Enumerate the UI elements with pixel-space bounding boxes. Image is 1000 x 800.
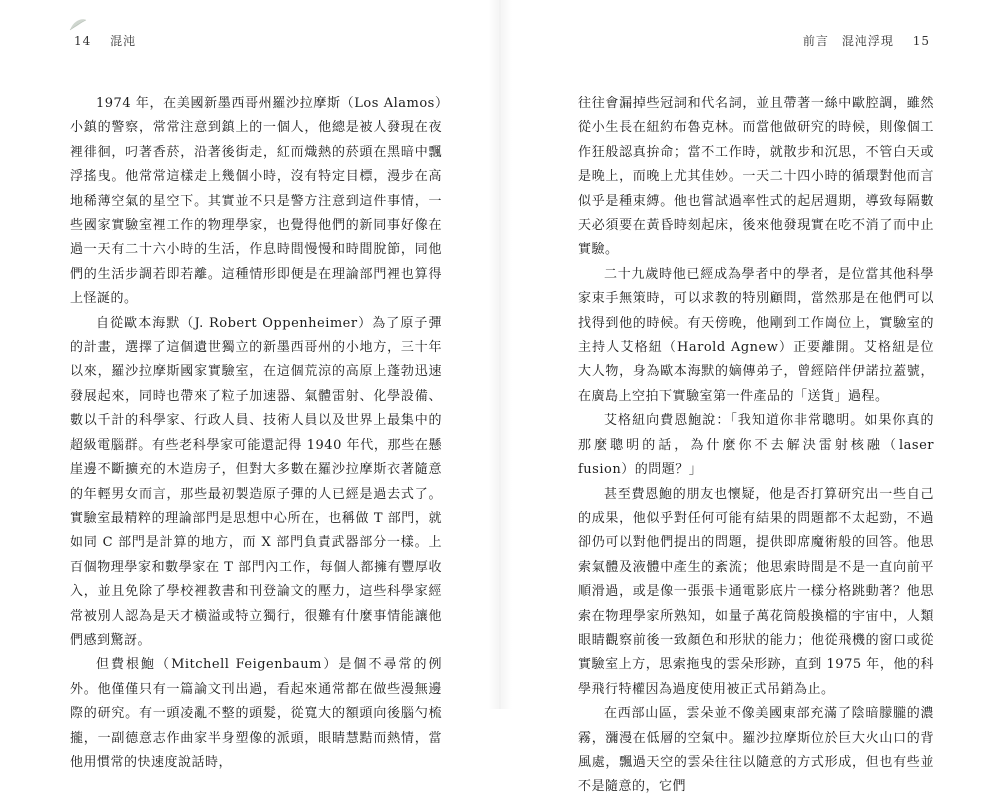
right-running-head xyxy=(803,32,930,49)
right-body-text xyxy=(578,92,934,800)
left-paragraph-3: 但費根鮑（Mitchell Feigenbaum）是個不尋常的例外。他僅僅只有一篇論文刊出過，看起來通常都在做些漫無邊際的研究。有一頭凌亂不整的頭髮，從寬大的額頭向後腦勺梳攏，一副德意志作曲家半身塑像的派頭，眼睛慧黠而熱情，當他用慣常的快速度說話時， xyxy=(70,657,442,770)
left-body-text xyxy=(70,92,442,775)
right-chapter-title: 前言 混沌浮現 xyxy=(802,34,894,48)
right-page-number: 15 xyxy=(912,34,930,48)
right-paragraph-5: 在西部山區，雲朵並不像美國東部充滿了陰暗朦朧的濃霧，瀰漫在低層的空氣中。羅沙拉摩斯位於巨大火山口的背風處，飄過天空的雲朵往往以隨意的方式形成，但也有些並不是隨意的，它們 xyxy=(578,706,934,795)
left-book-title: 混沌 xyxy=(110,34,137,48)
left-page xyxy=(0,0,500,770)
left-paragraph-1: 1974 年，在美國新墨西哥州羅沙拉摩斯（Los Alamos）小鎮的警察，常常注意到鎮上的一個人，他總是被人發現在夜裡徘徊，叼著香菸，沿著後街走，紅而熾熱的菸頭在黑暗中飄浮搖曳。他常常這樣走上幾個小時，沒有特定目標，漫步在高地稀薄空氣的星空下。其實並不只是警方注意到這件事情，一些國家實驗室裡工作的物理學家，也覺得他們的新同事好像在過一天有二十六小時的生活，作息時間慢慢和時間脫節，同他們的生活步調若即若離。這種情形即便是在理論部門裡也算得上怪誕的。 xyxy=(70,96,442,307)
right-paragraph-4: 甚至費恩鮑的朋友也懷疑，他是否打算研究出一些自己的成果，他似乎對任何可能有結果的問題都不太起勁，不過卻仍可以對他們提出的問題，提供即席魔術般的回答。他思索氣體及液體中產生的紊流；他思索時間是不是一直向前平順滑過，或是像一張張卡通電影底片一樣分格跳動著？他思索在物理學家所熟知，如量子萬花筒般換檔的宇宙中，人類眼睛觀察前後一致顏色和形狀的能力；他從飛機的窗口或從實驗室上方，思索拖曳的雲朵形跡，直到 1975 年，他的科學飛行特權因為過度使用被正式吊銷為止。 xyxy=(578,486,934,697)
right-paragraph-1: 往往會漏掉些冠詞和代名詞，並且帶著一絲中歐腔調，雖然從小生長在紐約布魯克林。而當他做研究的時候，則像個工作狂般認真拚命；當不工作時，就散步和沉思，不管白天或是晚上，而晚上尤其佳妙。一天二十四小時的循環對他而言似乎是種束縛。他也嘗試過率性式的起居週期，導致每隔數天必須要在黃昏時刻起床，後來他發現實在吃不消了而中止實驗。 xyxy=(578,96,934,258)
right-paragraph-2: 二十九歲時他已經成為學者中的學者，是位當其他科學家束手無策時，可以求教的特別顧問，當然那是在他們可以找得到他的時候。有天傍晚，他剛到工作崗位上，實驗室的主持人艾格紐（Harold Agnew）正要離開。艾格紐是位大人物，身為歐本海默的嫡傳弟子，曾經陪伴伊諾拉蓋號，在廣島上空拍下實驗室第一件產品的「送貨」過程。 xyxy=(578,266,934,404)
left-running-head xyxy=(74,32,136,49)
left-paragraph-2: 自從歐本海默（J. Robert Oppenheimer）為了原子彈的計畫，選擇了這個遺世獨立的新墨西哥州的小地方，三十年以來，羅沙拉摩斯國家實驗室，在這個荒涼的高原上蓬勃迅速發展起來，同時也帶來了粒子加速器、氣體雷射、化學設備、數以千計的科學家、行政人員、技術人員以及世界上最集中的超級電腦群。有些老科學家可能還記得 1940 年代，那些在懸崖邊不斷擴充的木造房子，但對大多數在羅沙拉摩斯衣著隨意的年輕男女而言，那些最初製造原子彈的人已經是過去式了。實驗室最精粹的理論部門是思想中心所在，也稱做 T 部門，就如同 C 部門是計算的地方，而 X 部門負責武器部分一樣。上百個物理學家和數學家在 T 部門內工作，每個人都擁有豐厚收入，並且免除了學校裡教書和刊登論文的壓力，這些科學家經常被別人認為是天才橫溢或特立獨行，很難有什麼事情能讓他們感到驚訝。 xyxy=(70,315,442,648)
left-page-number: 14 xyxy=(74,34,92,48)
right-paragraph-3: 艾格紐向費恩鮑說：「我知道你非常聰明。如果你真的那麼聰明的話，為什麼你不去解決雷射核融（laser fusion）的問題？」 xyxy=(578,413,934,478)
leaf-ornament-icon xyxy=(68,18,88,32)
